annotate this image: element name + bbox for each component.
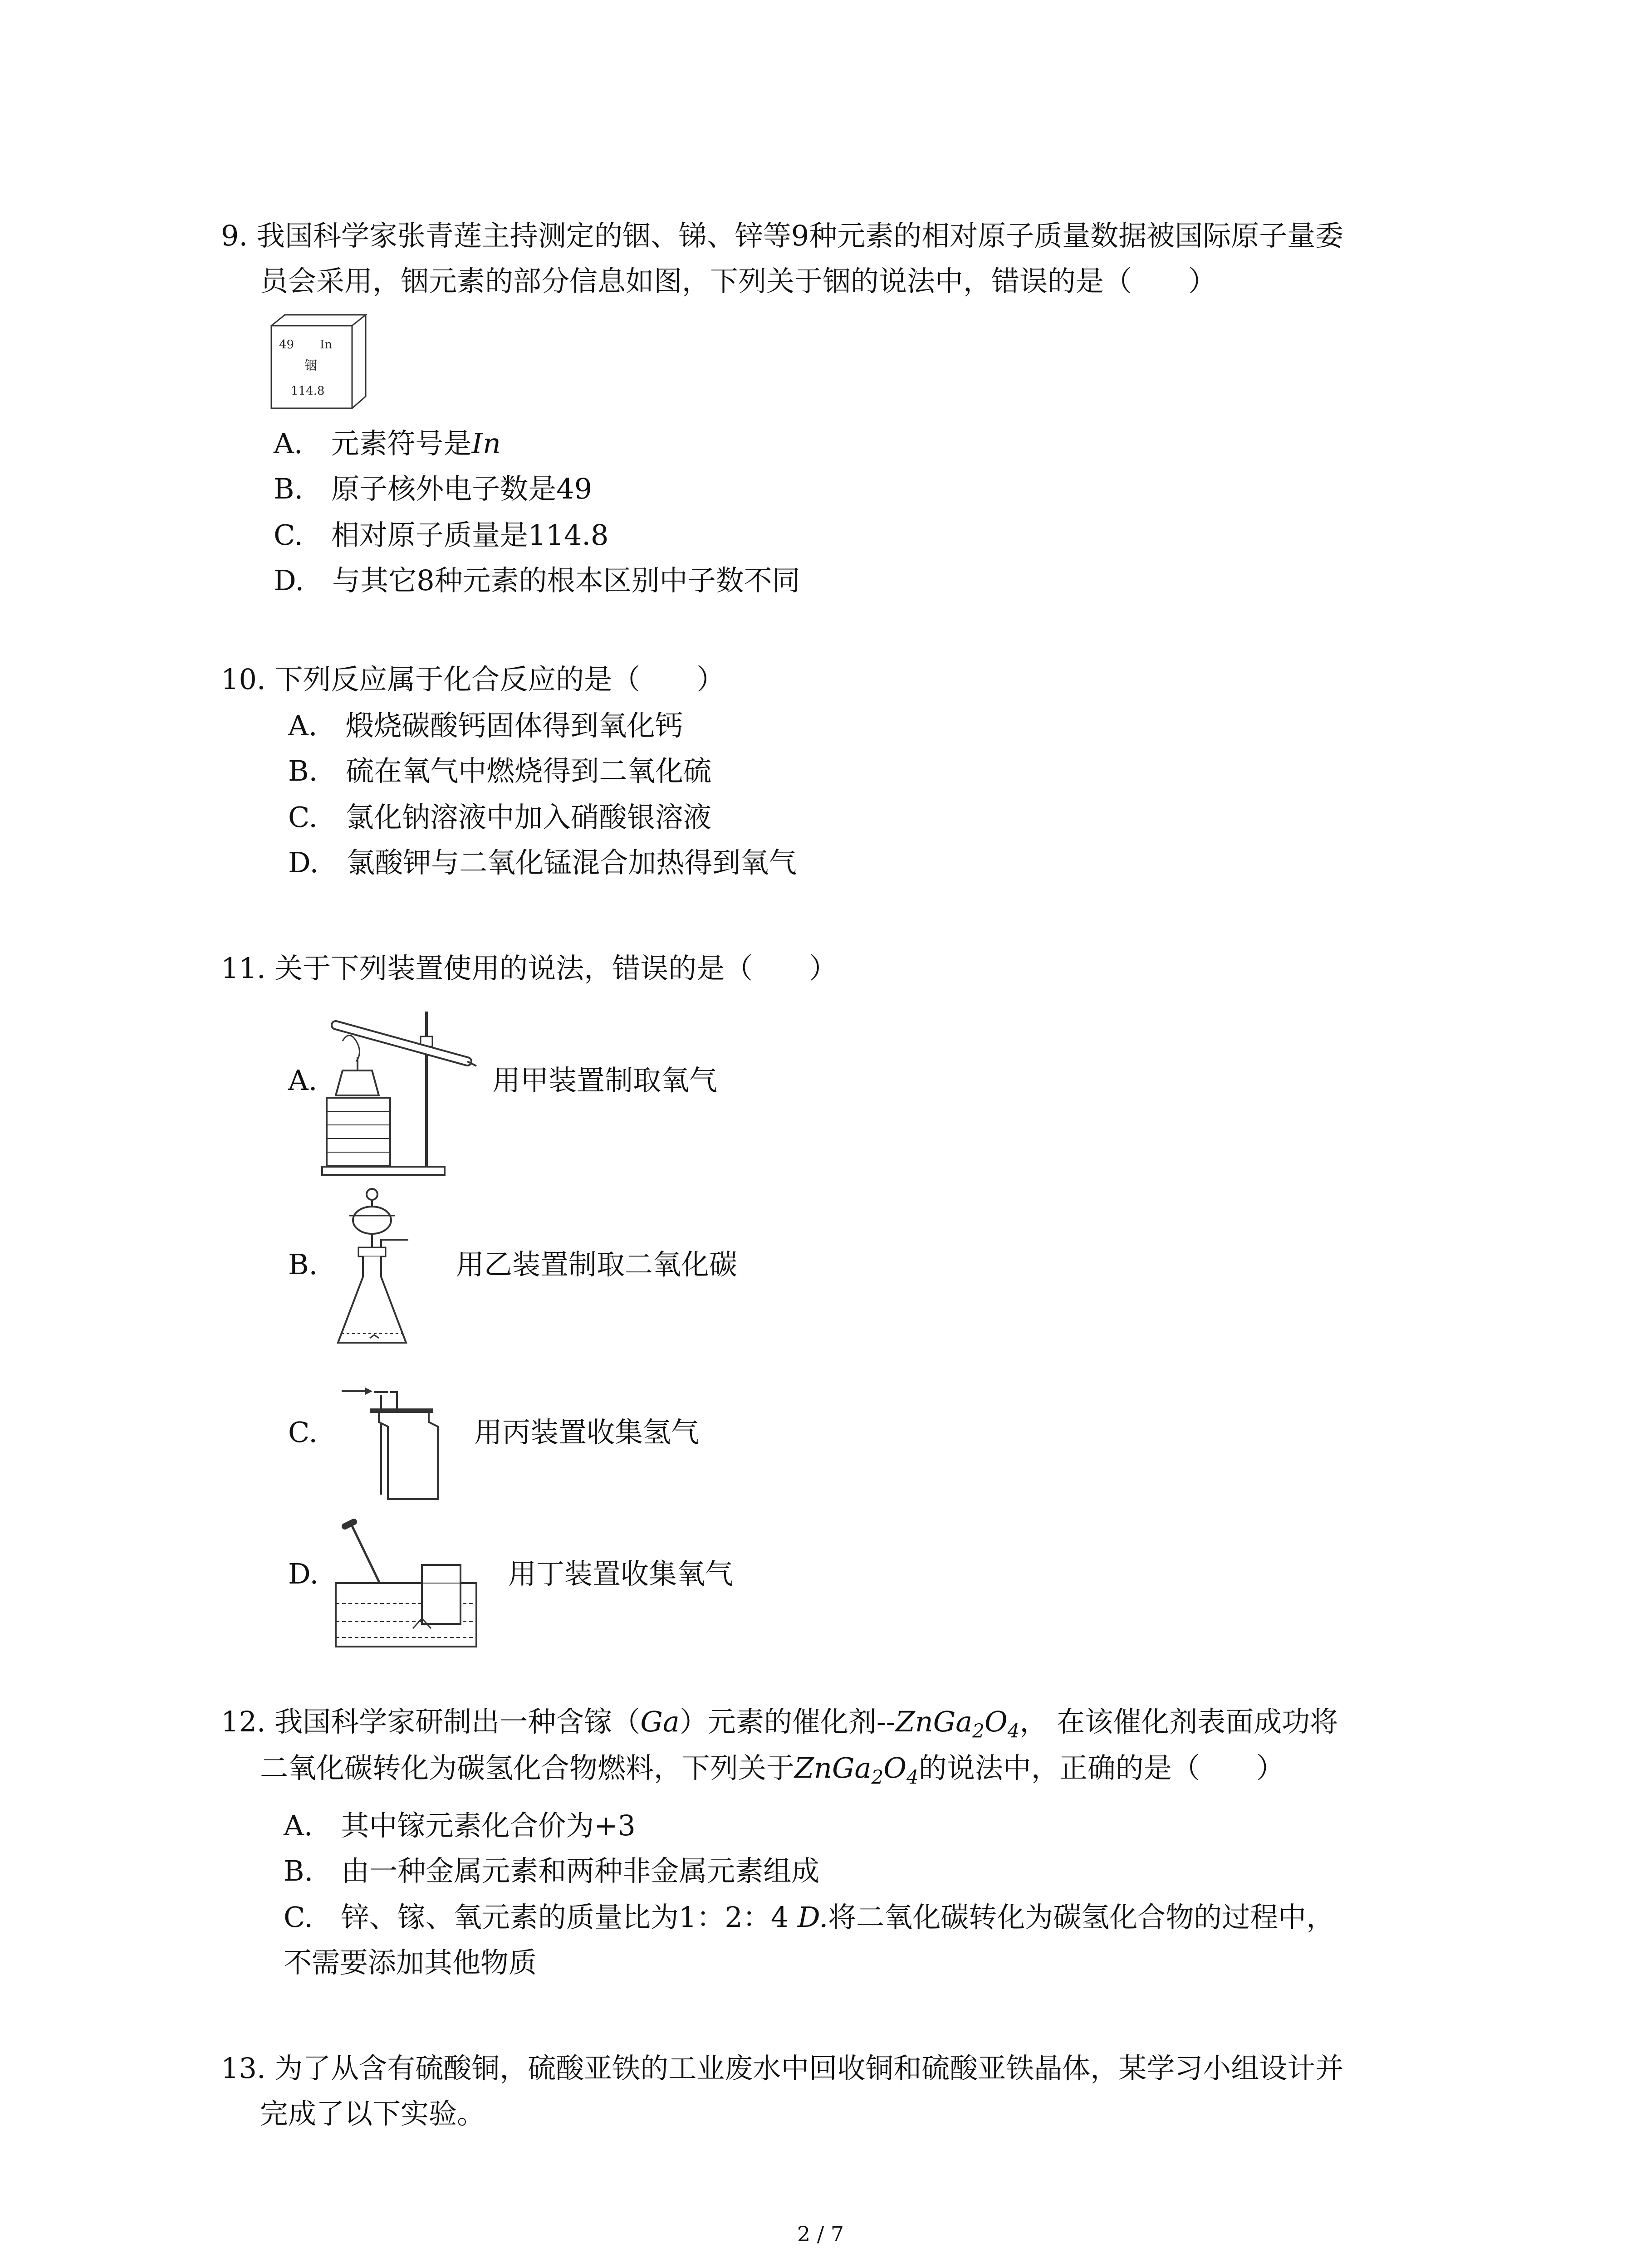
q12-option-b: B. 由一种金属元素和两种非金属元素组成 [284,1854,820,1887]
q10-stem: 10. 下列反应属于化合反应的是（ ） [221,663,725,696]
q9-stem-line1: 9. 我国科学家张青莲主持测定的铟、锑、锌等9种元素的相对原子质量数据被国际原子量委 [221,219,1344,252]
q11-option-d-letter: D. [288,1557,319,1590]
q10-option-a: A. 煅烧碳酸钙固体得到氧化钙 [288,709,683,742]
q12-option-a: A. 其中镓元素化合价为+3 [284,1809,636,1842]
q12-ga-symbol: Ga [640,1705,680,1738]
q11-option-d-text: 用丁装置收集氧气 [508,1557,734,1590]
q11-option-a-text: 用甲装置制取氧气 [492,1064,718,1097]
element-name: 铟 [304,358,318,373]
element-number: 49 [279,338,294,352]
element-card-cube-icon [269,313,373,411]
q11-option-b-text: 用乙装置制取二氧化碳 [456,1248,738,1281]
q10-option-d: D. 氯酸钾与二氧化锰混合加热得到氧气 [288,846,797,879]
q12-line2-part1: 二氧化碳转化为碳氢化合物燃料，下列关于 [260,1751,795,1784]
q11-option-a-letter: A. [288,1064,318,1097]
q13-stem-line1: 13. 为了从含有硫酸铜，硫酸亚铁的工业废水中回收铜和硫酸亚铁晶体，某学习小组设计并 [221,2052,1344,2085]
q11-stem: 11. 关于下列装置使用的说法，错误的是（ ） [221,952,838,985]
flask-with-dropping-funnel-icon [336,1186,454,1359]
water-trough-collection-icon [333,1515,483,1651]
q12-formula-inline-zn: ZnGa [794,1751,872,1784]
q12-line1-part3: ， 在该催化剂表面成功将 [1019,1705,1338,1738]
q12-line2-part2: 的说法中，正确的是（ ） [918,1751,1284,1784]
q12-line1-part2: ）元素的催化剂-- [679,1705,896,1738]
q10-option-c: C. 氯化钠溶液中加入硝酸银溶液 [288,801,711,834]
q12-formula-zn: ZnGa [895,1705,973,1738]
q12-formula-inline [794,1751,919,1789]
heating-test-tube-apparatus-icon [318,998,481,1179]
q11-option-b-letter: B. [288,1248,318,1281]
q12-formula-inline-o: O [883,1751,907,1784]
q12-formula-inline-sub2: 2 [871,1766,884,1789]
element-card-figure [269,313,373,411]
q12-option-c: C. 锌、镓、氧元素的质量比为1：2：4 [284,1901,798,1934]
q11-option-c-text: 用丙装置收集氢气 [474,1416,700,1449]
q9-option-a [274,425,501,462]
q12-option-d-continued: 不需要添加其他物质 [284,1946,537,1979]
q12-formula-sub2: 2 [972,1720,985,1742]
element-symbol: In [320,338,333,352]
q12-option-d-letter: D. [797,1901,828,1934]
q9-option-c: C. 相对原子质量是114.8 [274,518,609,552]
q12-option-c-and-d [284,1899,1334,1936]
page-number: 2 / 7 [797,2222,844,2246]
q12-stem-line1 [221,1704,1338,1740]
q11-option-c-letter: C. [288,1416,318,1449]
q12-formula-sub4: 4 [1007,1720,1020,1742]
q9-option-b: B. 原子核外电子数是49 [274,472,593,505]
q9-option-a-symbol: In [471,427,501,460]
q12-formula-o: O [984,1705,1008,1738]
q9-stem-line2: 员会采用，铟元素的部分信息如图，下列关于铟的说法中，错误的是（ ） [260,264,1217,298]
q12-line1-part1: 12. 我国科学家研制出一种含镓（ [221,1705,641,1738]
q10-option-b: B. 硫在氧气中燃烧得到二氧化硫 [288,754,712,787]
q9-option-a-prefix: A. 元素符号是 [274,427,472,460]
element-mass: 114.8 [291,384,325,398]
q12-option-d-text: 将二氧化碳转化为碳氢化合物的过程中， [828,1901,1335,1934]
gas-collecting-bottle-icon [338,1381,447,1504]
q12-formula [895,1705,1020,1742]
q12-stem-line2 [260,1750,1284,1789]
q12-formula-inline-sub4: 4 [906,1766,919,1789]
q9-option-d: D. 与其它8种元素的根本区别中子数不同 [274,564,800,597]
q13-stem-line2: 完成了以下实验。 [260,2097,485,2130]
